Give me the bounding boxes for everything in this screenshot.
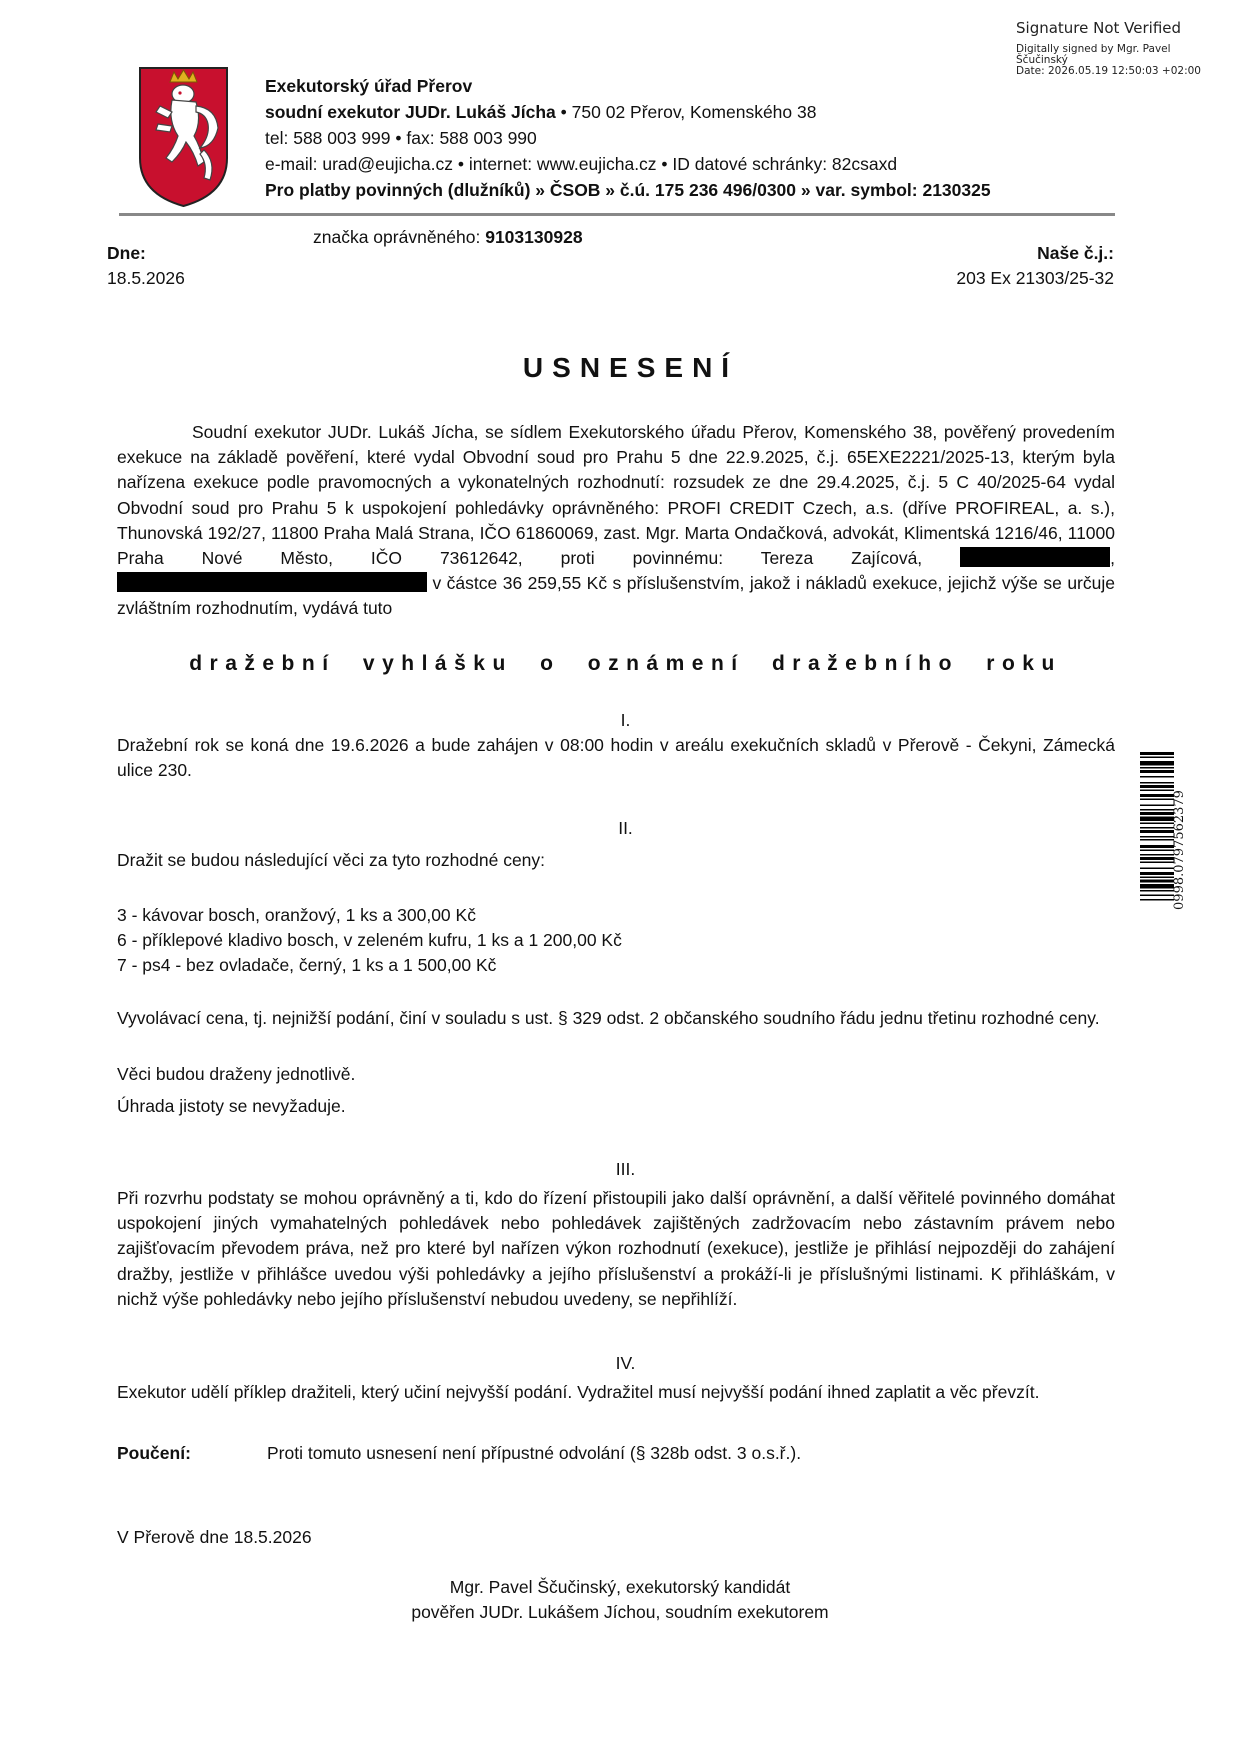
- email-web: e-mail: urad@eujicha.cz • internet: www.eujicha.cz • ID datové schránky: 82csaxd: [265, 154, 898, 174]
- instruction-label: Poučení:: [117, 1443, 191, 1463]
- executor-name: soudní exekutor JUDr. Lukáš Jícha: [265, 102, 556, 122]
- intro-text: Soudní exekutor JUDr. Lukáš Jícha, se sídlem Exekutorského úřadu Přerov, Komenského 38, pověřený provedením exekuce na základě pověření, které vydal Obvodní soud pro Prahu 5 dne 22.9.2025, č.j. 65EXE2221/2025-13, kterým byla nařízena exekuce podle pravomocných a vykonatelných rozhodnutí: rozsudek ze dne 29.4.2025, č.j. 5 C 40/2025-64 vydal Obvodní soud pro Prahu 5 k uspokojení pohledávky oprávněného: PROFI CREDIT Czech, a.s. (dříve PROFIREAL, a. s.), Thunovská 192/27, 11800 Praha Malá Strana, IČO 61860069, zast. Mgr. Marta Ondačková, advokát, Klimentská 1216/46, 11000 Praha Nové Město, IČO 73612642, proti povinnému: Tereza Zajícová,: [117, 422, 1115, 569]
- list-item: 6 - příklepové kladivo bosch, v zeleném kufru, 1 ks a 1 200,00 Kč: [117, 930, 622, 950]
- creditor-reference-label: značka oprávněného:: [313, 227, 486, 247]
- our-ref-value: 203 Ex 21303/25-32: [956, 268, 1114, 288]
- signature-status: Signature Not Verified: [1016, 19, 1182, 37]
- intro-paragraph: Soudní exekutor JUDr. Lukáš Jícha, se sídlem Exekutorského úřadu Přerov, Komenského 38, pověřený provedením exekuce na základě pověření, které vydal Obvodní soud pro Prahu 5 dne 22.9.2025, č.j. 65EXE2221/2025-13, kterým byla nařízena exekuce podle pravomocných a vykonatelných rozhodnutí: rozsudek ze dne 29.4.2025, č.j. 5 C 40/2025-64 vydal Obvodní soud pro Prahu 5 k uspokojení pohledávky oprávněného: PROFI CREDIT Czech, a.s. (dříve PROFIREAL, a. s.), Thunovská 192/27, 11800 Praha Malá Strana, IČO 61860069, zast. Mgr. Marta Ondačková, advokát, Klimentská 1216/46, 11000 Praha Nové Město, IČO 73612642, proti povinnému: Tereza Zajícová, , v částce 36 259,55 Kč s příslušenstvím, jakož i nákladů exekuce, jejichž výše se určuje zvláštním rozhodnutím, vydává tuto: [117, 422, 1115, 619]
- date-value: 18.5.2026: [107, 268, 185, 288]
- office-name: Exekutorský úřad Přerov: [265, 76, 473, 96]
- section-2-number: II.: [618, 818, 633, 838]
- redaction-bar: [960, 547, 1110, 567]
- list-item: 3 - kávovar bosch, oranžový, 1 ks a 300,00 Kč: [117, 905, 476, 925]
- section-4-number: IV.: [615, 1353, 636, 1373]
- executor-address: • 750 02 Přerov, Komenského 38: [555, 102, 817, 122]
- phone-fax: tel: 588 003 999 • fax: 588 003 990: [265, 128, 537, 148]
- document-subtitle: dražební vyhlášku o oznámení dražebního roku: [189, 652, 1062, 675]
- signature-block: [1016, 19, 1236, 77]
- creditor-reference: [313, 225, 583, 250]
- section-3-number: III.: [615, 1159, 636, 1179]
- redaction-bar: [117, 572, 427, 592]
- document-title: USNESENÍ: [522, 352, 739, 383]
- deposit-text: Úhrada jistoty se nevyžaduje.: [117, 1096, 346, 1116]
- executor-line: [265, 99, 991, 125]
- barcode-icon: [1140, 752, 1174, 952]
- czech-coat-of-arms-icon: [138, 66, 229, 208]
- intro-text-end: v částce 36 259,55 Kč s příslušenstvím, jakož i nákladů exekuce, jejichž výše se určuje zvláštním rozhodnutím, vydává tuto: [117, 573, 1115, 619]
- starting-price-text: Vyvolávací cena, tj. nejnižší podání, činí v souladu s ust. § 329 odst. 2 občanského soudního řádu jednu třetinu rozhodné ceny.: [117, 1008, 1100, 1028]
- signature-signer-name: Ščučinský: [1016, 54, 1068, 66]
- list-item: 7 - ps4 - bez ovladače, černý, 1 ks a 1 500,00 Kč: [117, 955, 497, 975]
- individual-auction-text: Věci budou draženy jednotlivě.: [117, 1064, 356, 1084]
- place-date: V Přerově dne 18.5.2026: [117, 1527, 312, 1547]
- section-3-text: Při rozvrhu podstaty se mohou oprávněný a ti, kdo do řízení přistoupili jako další oprávnění, a další věřitelé povinného domáhat uspokojení jiných vymahatelných pohledávek nebo pohledávek zajištěných zadržovacím nebo zástavním právem nebo zajišťovacím převodem práva, než pro které byl nařízen výkon rozhodnutí (exekuce), jestliže je přihlásí nejpozději do zahájení dražby, jestliže v přihlášce uvedou výši pohledávky a jejího příslušenství a prokáží-li je příslušnými listinami. K přihláškám, v nichž výše pohledávky nebo jejího příslušenství nebudou uvedeny, se nepřihlíží.: [117, 1188, 1115, 1309]
- section-4-text: Exekutor udělí příklep dražiteli, který učiní nejvyšší podání. Vydražitel musí nejvyšší podání ihned zaplatit a věc převzít.: [117, 1382, 1040, 1402]
- letterhead: [265, 73, 991, 203]
- our-ref-label: Naše č.j.:: [1037, 243, 1114, 263]
- section-1-number: I.: [620, 710, 631, 730]
- date-label: Dne:: [107, 243, 146, 263]
- signer-name: Mgr. Pavel Ščučinský, exekutorský kandidát: [449, 1577, 791, 1597]
- auction-items-list: [117, 903, 622, 978]
- payment-info: Pro platby povinných (dlužníků) » ČSOB » č.ú. 175 236 496/0300 » var. symbol: 2130325: [265, 180, 991, 200]
- signer-authorization: pověřen JUDr. Lukášem Jíchou, soudním exekutorem: [411, 1602, 829, 1622]
- section-2-intro: Dražit se budou následující věci za tyto rozhodné ceny:: [117, 850, 546, 870]
- header-divider: [119, 213, 1115, 216]
- signature-date: Date: 2026.05.19 12:50:03 +02:00: [1016, 65, 1201, 77]
- signature-signed-by: Digitally signed by Mgr. Pavel: [1016, 43, 1171, 55]
- section-1-text: Dražební rok se koná dne 19.6.2026 a bude zahájen v 08:00 hodin v areálu exekučních skladů v Přerově - Čekyni, Zámecká ulice 230.: [117, 735, 1115, 781]
- creditor-reference-value: 9103130928: [485, 227, 583, 247]
- instruction-text: Proti tomuto usnesení není přípustné odvolání (§ 328b odst. 3 o.s.ř.).: [267, 1443, 802, 1463]
